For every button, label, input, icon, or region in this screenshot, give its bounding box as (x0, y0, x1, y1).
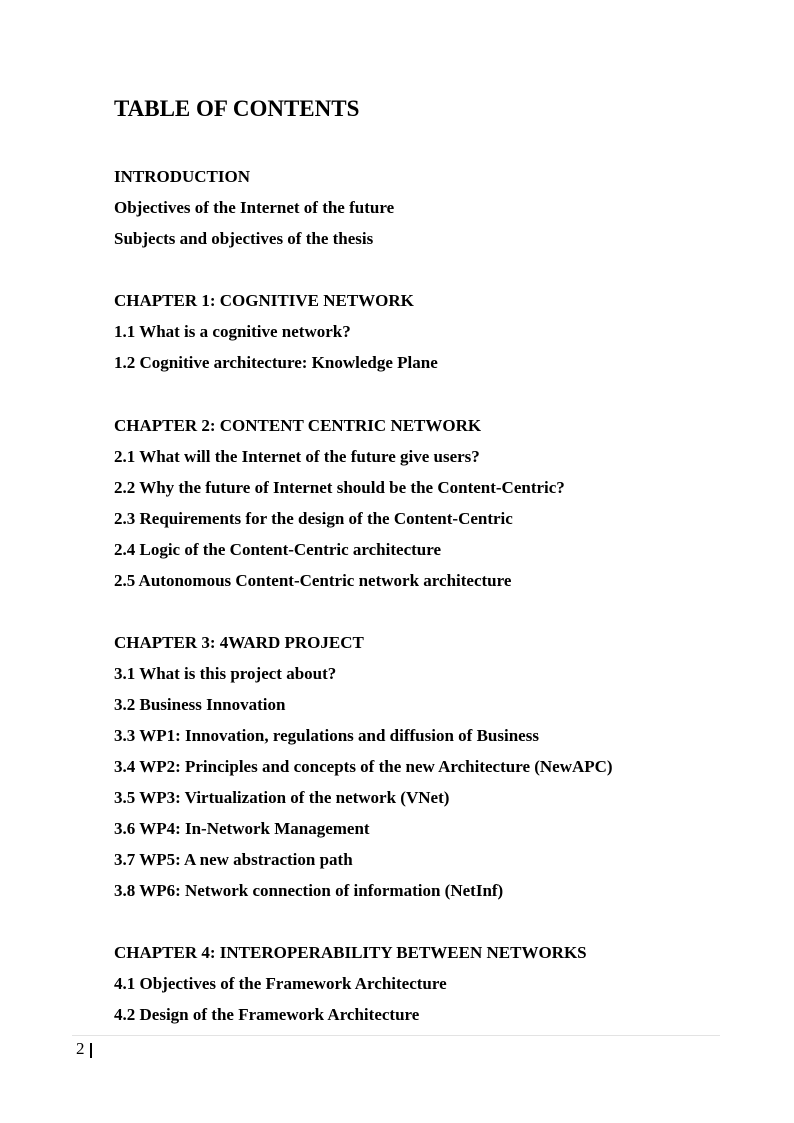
toc-section-chapter-3 (114, 627, 613, 906)
toc-entry: 4.1 Objectives of the Framework Architecture (114, 974, 447, 993)
toc-entry: 3.2 Business Innovation (114, 695, 286, 714)
toc-entry: 1.2 Cognitive architecture: Knowledge Plane (114, 353, 438, 372)
toc-section-introduction (114, 161, 394, 254)
toc-entry: 3.7 WP5: A new abstraction path (114, 850, 353, 869)
toc-entry: Subjects and objectives of the thesis (114, 229, 374, 248)
toc-section-chapter-1 (114, 285, 438, 378)
toc-entry: 3.1 What is this project about? (114, 664, 337, 683)
toc-entry: 3.8 WP6: Network connection of information (NetInf) (114, 881, 504, 900)
toc-heading-chapter-3: CHAPTER 3: 4WARD PROJECT (114, 633, 364, 652)
footer-divider (72, 1035, 720, 1036)
toc-entry: 2.4 Logic of the Content-Centric architecture (114, 540, 442, 559)
toc-heading-introduction: INTRODUCTION (114, 167, 251, 186)
toc-entry: 3.5 WP3: Virtualization of the network (VNet) (114, 788, 450, 807)
toc-entry: 2.1 What will the Internet of the future give users? (114, 447, 480, 466)
toc-entry: 3.3 WP1: Innovation, regulations and diffusion of Business (114, 726, 539, 745)
toc-entry: 4.2 Design of the Framework Architecture (114, 1005, 420, 1024)
toc-heading-chapter-1: CHAPTER 1: COGNITIVE NETWORK (114, 291, 414, 310)
toc-entry: 1.1 What is a cognitive network? (114, 322, 351, 341)
toc-entry: 2.5 Autonomous Content-Centric network architecture (114, 571, 512, 590)
toc-entry: 3.4 WP2: Principles and concepts of the new Architecture (NewAPC) (114, 757, 613, 776)
toc-section-chapter-4 (114, 937, 587, 1030)
toc-entry: Objectives of the Internet of the future (114, 198, 395, 217)
page-number: 2 (76, 1039, 85, 1058)
toc-section-chapter-2 (114, 410, 565, 596)
toc-entry: 2.2 Why the future of Internet should be the Content-Centric? (114, 478, 565, 497)
toc-heading-chapter-4: CHAPTER 4: INTEROPERABILITY BETWEEN NETWORKS (114, 943, 587, 962)
page-number-bar (90, 1043, 92, 1058)
page-title: TABLE OF CONTENTS (114, 96, 360, 121)
toc-heading-chapter-2: CHAPTER 2: CONTENT CENTRIC NETWORK (114, 416, 482, 435)
toc-entry: 3.6 WP4: In-Network Management (114, 819, 370, 838)
toc-entry: 2.3 Requirements for the design of the Content-Centric (114, 509, 513, 528)
